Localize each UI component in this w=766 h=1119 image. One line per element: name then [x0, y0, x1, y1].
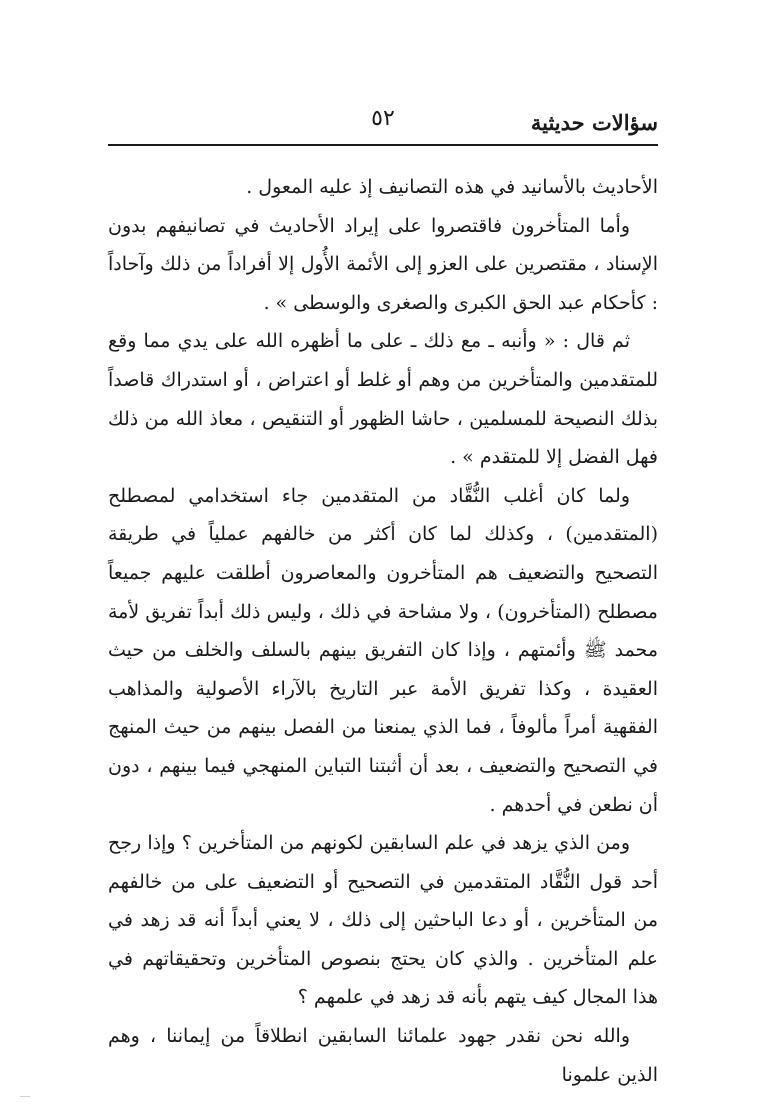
running-title: سؤالات حديثية [530, 110, 658, 135]
page-number: ٥٢ [371, 106, 395, 131]
header-rule [108, 144, 658, 146]
paragraph: ثم قال : « وأنبه ـ مع ذلك ـ على ما أظهره الله على يدي مما وقع للمتقدمين والمتأخرين من وهم أو غلط أو اعتراض ، أو استدراك قاصداً بذلك النصيحة للمسلمين ، حاشا الظهور أو التنقيص ، معاذ الله من ذلك فهل الفضل إلا للمتقدم » . [108, 330, 658, 469]
paragraph: والله نحن نقدر جهود علمائنا السابقين انطلاقاً من إيماننا ، وهم الذين علمونا [108, 1025, 658, 1086]
body-text [108, 168, 658, 1094]
scan-edge-mark [20, 1096, 30, 1097]
paragraph: ولما كان أغلب النُّقَّاد من المتقدمين جاء استخدامي لمصطلح (المتقدمين) ، وكذلك لما كان أكثر من خالفهم عملياً في طريقة التصحيح والتضعيف هم المتأخرون والمعاصرون أطلقت عليهم جميعاً مصطلح (المتأخرون) ، ولا مشاحة في ذلك ، وليس ذلك أبداً تفريق لأمة محمد ﷺ وأئمتهم ، وإذا كان التفريق بينهم بالسلف والخلف من حيث العقيدة ، وكذا تفريق الأمة عبر التاريخ بالآراء الأصولية والمذاهب الفقهية أمراً مألوفاً ، فما الذي يمنعنا من الفصل بينهم من حيث المنهج في التصحيح والتضعيف ، بعد أن أثبتنا التباين المنهجي فيما بينهم ، دون أن نطعن في أحدهم . [108, 484, 658, 816]
paragraph: ومن الذي يزهد في علم السابقين لكونهم من المتأخرين ؟ وإذا رجح أحد قول النُّقَّاد المتقدمين في التصحيح أو التضعيف على من خالفهم من المتأخرين ، أو دعا الباحثين إلى ذلك ، لا يعني أبداً أنه قد زهد في علم المتأخرين . والذي كان يحتج بنصوص المتأخرين وتحقيقاتهم في هذا المجال كيف يتهم بأنه قد زهد في علمهم ؟ [108, 832, 658, 1009]
page-header [108, 104, 658, 146]
paragraph: وأما المتأخرون فاقتصروا على إيراد الأحاديث في تصانيفهم بدون الإسناد ، مقتصرين على العزو إلى الأئمة الأُول إلا أفراداً من ذلك وآحاداً : كأحكام عبد الحق الكبرى والصغرى والوسطى » . [108, 214, 658, 314]
paragraph: الأحاديث بالأسانيد في هذه التصانيف إذ عليه المعول . [246, 176, 658, 198]
